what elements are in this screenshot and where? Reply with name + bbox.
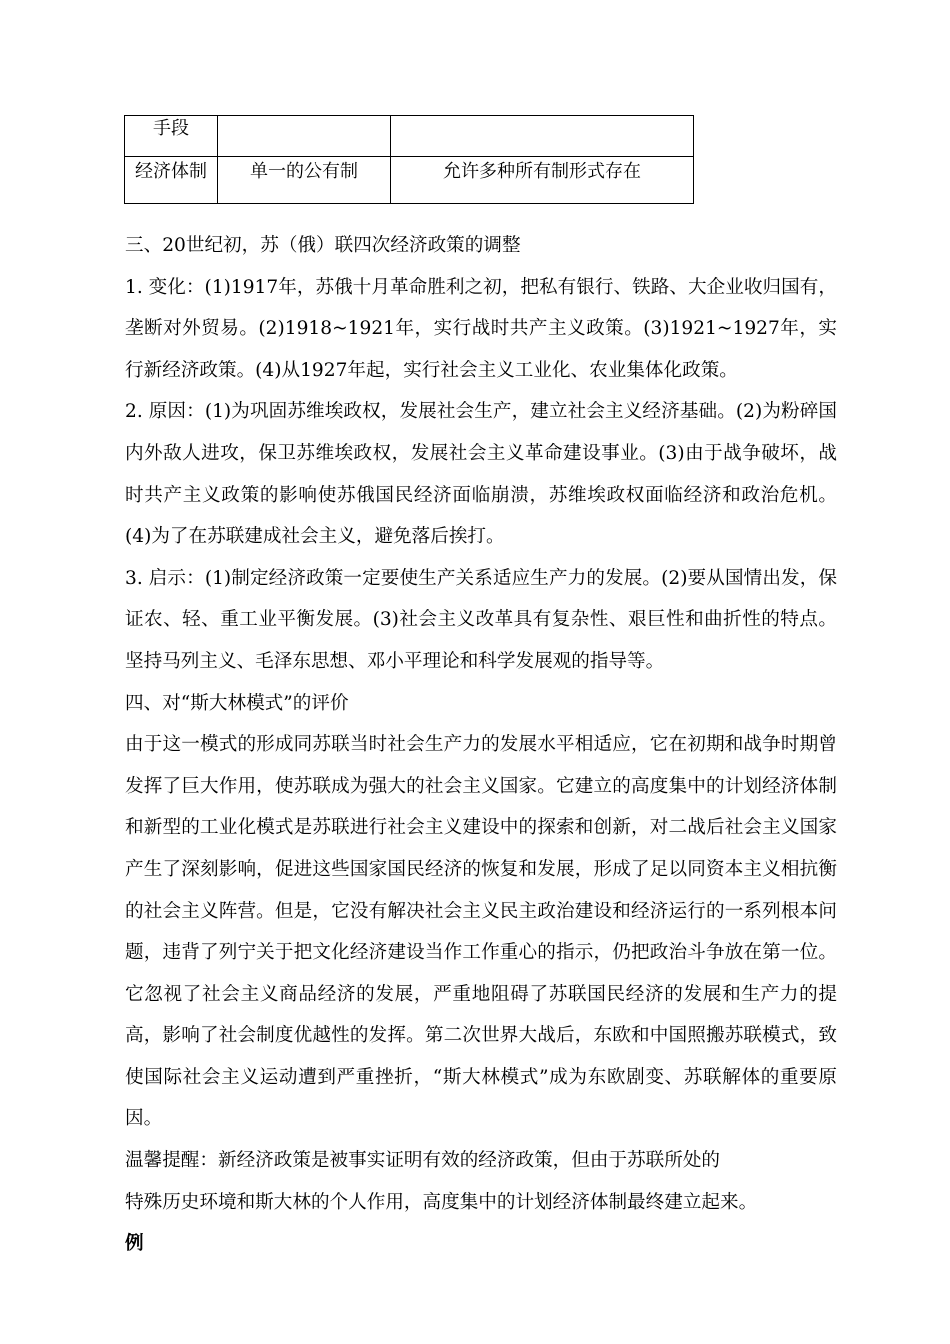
table-row xyxy=(125,116,694,157)
table-cell: 经济体制 xyxy=(125,157,218,204)
table-cell: 单一的公有制 xyxy=(218,157,391,204)
table-cell xyxy=(218,116,391,157)
table-cell: 允许多种所有制形式存在 xyxy=(391,157,694,204)
paragraph-changes: 1. 变化：(1)1917年，苏俄十月革命胜利之初，把私有银行、铁路、大企业收归国有，垄断对外贸易。(2)1918~1921年，实行战时共产主义政策。(3)1921~1927年，实行新经济政策。(4)从1927年起，实行社会主义工业化、农业集体化政策。 xyxy=(125,276,837,381)
body-text xyxy=(125,225,837,1265)
paragraph-evaluation: 由于这一模式的形成同苏联当时社会生产力的发展水平相适应，它在初期和战争时期曾发挥了巨大作用，使苏联成为强大的社会主义国家。它建立的高度集中的计划经济体制和新型的工业化模式是苏联进行社会主义建设中的探索和创新，对二战后社会主义国家产生了深刻影响，促进这些国家国民经济的恢复和发展，形成了足以同资本主义相抗衡的社会主义阵营。但是，它没有解决社会主义民主政治建设和经济运行的一系列根本问题，违背了列宁关于把文化经济建设当作工作重心的指示，仍把政治斗争放在第一位。它忽视了社会主义商品经济的发展，严重地阻碍了苏联国民经济的发展和生产力的提高，影响了社会制度优越性的发挥。第二次世界大战后，东欧和中国照搬苏联模式，致使国际社会主义运动遭到严重挫折，“斯大林模式”成为东欧剧变、苏联解体的重要原因。 xyxy=(125,734,837,1130)
paragraph-reasons: 2. 原因：(1)为巩固苏维埃政权，发展社会生产，建立社会主义经济基础。(2)为粉碎国内外敌人进攻，保卫苏维埃政权，发展社会主义革命建设事业。(3)由于战争破坏，战时共产主义政策的影响使苏俄国民经济面临崩溃，苏维埃政权面临经济和政治危机。(4)为了在苏联建成社会主义，避免落后挨打。 xyxy=(125,401,837,548)
table-cell xyxy=(391,116,694,157)
example-label: 例 xyxy=(125,1233,144,1255)
reminder-line-2: 特殊历史环境和斯大林的个人作用，高度集中的计划经济体制最终建立起来。 xyxy=(125,1191,758,1213)
table-row xyxy=(125,157,694,204)
reminder-line-1: 温馨提醒：新经济政策是被事实证明有效的经济政策，但由于苏联所处的 xyxy=(125,1150,721,1172)
paragraph-lessons: 3. 启示：(1)制定经济政策一定要使生产关系适应生产力的发展。(2)要从国情出发，保证农、轻、重工业平衡发展。(3)社会主义改革具有复杂性、艰巨性和曲折性的特点。坚持马列主义、毛泽东思想、邓小平理论和科学发展观的指导等。 xyxy=(125,567,837,672)
table-cell: 手段 xyxy=(125,116,218,157)
section-heading-4: 四、对“斯大林模式”的评价 xyxy=(125,692,349,714)
section-heading-3: 三、20世纪初，苏（俄）联四次经济政策的调整 xyxy=(125,235,521,256)
comparison-table xyxy=(124,115,694,204)
